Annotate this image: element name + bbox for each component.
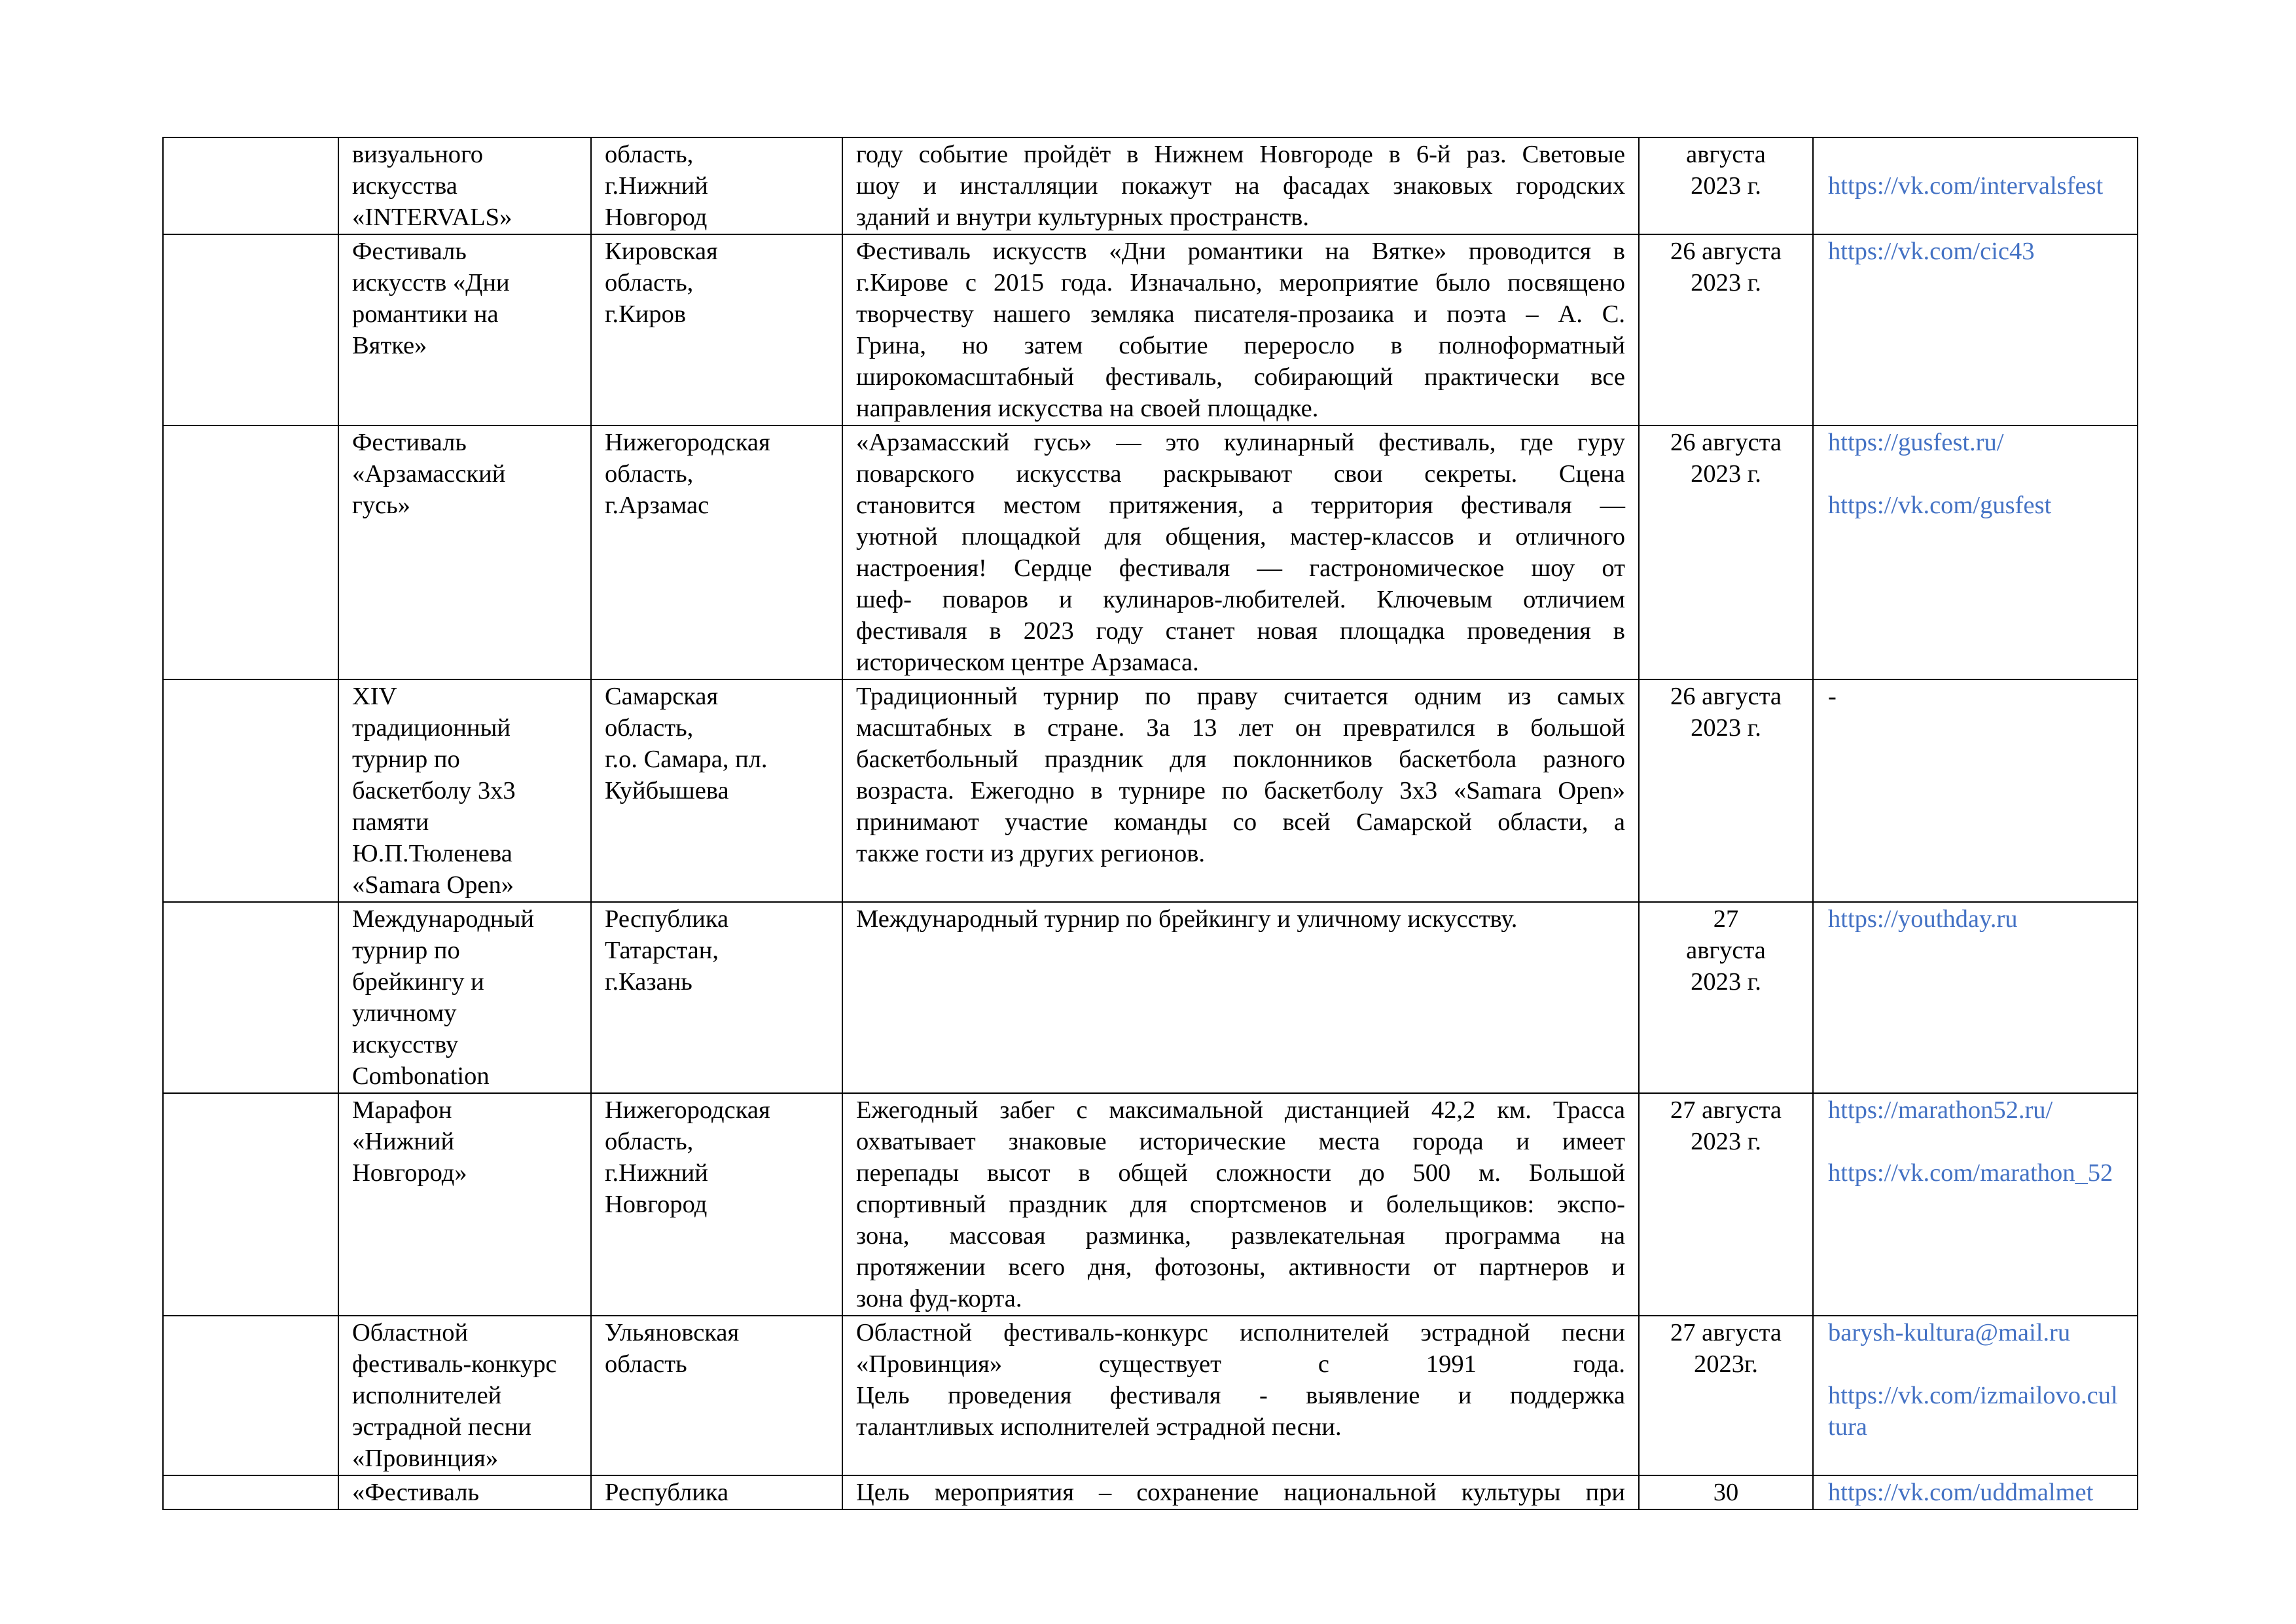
- event-region-cell-text: Нижегородская область, г.Арзамас: [605, 429, 770, 519]
- table-row: [163, 234, 2138, 425]
- event-link[interactable]: https://gusfest.ru/: [1828, 429, 2004, 456]
- event-link[interactable]: https://vk.com/izmailovo.cultura: [1828, 1382, 2118, 1441]
- description-line: широкомасштабный фестиваль, собирающий практически все: [856, 363, 1625, 391]
- event-region-cell-text: Нижегородская область, г.Нижний Новгород: [605, 1096, 770, 1218]
- event-name-cell-text: Международный турнир по брейкингу и уличному искусству Combonation: [352, 905, 534, 1090]
- event-name-cell: [338, 425, 591, 679]
- event-date-cell-text: 27 августа 2023г.: [1670, 1319, 1782, 1378]
- event-description-cell: [842, 1093, 1639, 1316]
- event-date-cell: [1639, 1316, 1813, 1475]
- event-name-cell-text: XIV традиционный турнир по баскетболу 3х3 памяти Ю.П.Тюленева «Samara Open»: [352, 683, 516, 899]
- event-link[interactable]: https://vk.com/marathon_52: [1828, 1159, 2113, 1187]
- event-date-cell-text: 27 августа 2023 г.: [1670, 1096, 1782, 1155]
- description-line: творчеству нашего земляка писателя-прозаика и поэта – А. С.: [856, 300, 1625, 328]
- event-date-cell: [1639, 234, 1813, 425]
- row-number-cell: [163, 425, 338, 679]
- event-name-cell-text: Областной фестиваль-конкурс исполнителей эстрадной песни «Провинция»: [352, 1319, 557, 1472]
- description-line: зданий и внутри культурных пространств.: [856, 204, 1309, 231]
- event-date-cell-text: 26 августа 2023 г.: [1670, 683, 1782, 742]
- event-region-cell: [591, 1475, 842, 1509]
- description-line: протяжении всего дня, фотозоны, активности от партнеров и: [856, 1254, 1625, 1281]
- event-name-cell: [338, 234, 591, 425]
- event-link[interactable]: https://vk.com/cic43: [1828, 238, 2035, 265]
- event-date-cell-text: 26 августа 2023 г.: [1670, 238, 1782, 297]
- event-description-cell: [842, 1475, 1639, 1509]
- event-region-cell-text: Самарская область, г.о. Самара, пл. Куйбышева: [605, 683, 768, 804]
- event-link[interactable]: https://vk.com/uddmalmet: [1828, 1479, 2094, 1506]
- event-description-cell: [842, 234, 1639, 425]
- event-description-cell: [842, 137, 1639, 234]
- event-links-cell: [1813, 137, 2138, 234]
- table-row: [163, 425, 2138, 679]
- event-region-cell: [591, 137, 842, 234]
- table-row: [163, 1093, 2138, 1316]
- event-description-cell: [842, 902, 1639, 1093]
- description-line: Международный турнир по брейкингу и уличному искусству.: [856, 905, 1518, 933]
- description-line: зона фуд-корта.: [856, 1285, 1022, 1312]
- event-links-cell: [1813, 1093, 2138, 1316]
- event-links-cell: [1813, 1316, 2138, 1475]
- description-line: становится местом притяжения, а территория фестиваля —: [856, 492, 1625, 519]
- event-link[interactable]: barysh-kultura@mail.ru: [1828, 1319, 2071, 1346]
- event-date-cell: [1639, 1093, 1813, 1316]
- event-date-cell-text: 30: [1713, 1479, 1739, 1506]
- table-row: [163, 1475, 2138, 1509]
- description-line: «Арзамасский гусь» — это кулинарный фестиваль, где гуру: [856, 429, 1625, 456]
- table-row: [163, 1316, 2138, 1475]
- event-link[interactable]: https://youthday.ru: [1828, 905, 2018, 933]
- event-date-cell-text: 26 августа 2023 г.: [1670, 429, 1782, 488]
- event-links-cell: [1813, 1475, 2138, 1509]
- row-number-cell: [163, 137, 338, 234]
- event-name-cell: [338, 1316, 591, 1475]
- description-line: историческом центре Арзамаса.: [856, 649, 1199, 676]
- table-row: [163, 137, 2138, 234]
- description-line: принимают участие команды со всей Самарской области, а: [856, 808, 1625, 836]
- table-row: [163, 902, 2138, 1093]
- event-region-cell: [591, 1316, 842, 1475]
- description-line: также гости из других регионов.: [856, 840, 1206, 867]
- event-region-cell-text: Республика: [605, 1479, 729, 1506]
- description-line: настроения! Сердце фестиваля — гастрономическое шоу от: [856, 554, 1625, 582]
- event-links-cell: [1813, 234, 2138, 425]
- event-date-cell-text: 27 августа 2023 г.: [1686, 905, 1766, 996]
- event-region-cell: [591, 234, 842, 425]
- description-line: талантливых исполнителей эстрадной песни.: [856, 1413, 1342, 1441]
- row-number-cell: [163, 902, 338, 1093]
- event-region-cell-text: Ульяновская область: [605, 1319, 740, 1378]
- row-number-cell: [163, 234, 338, 425]
- row-number-cell: [163, 1475, 338, 1509]
- description-line: г.Кирове с 2015 года. Изначально, мероприятие было посвящено: [856, 269, 1625, 297]
- event-name-cell: [338, 902, 591, 1093]
- event-name-cell-text: визуального искусства «INTERVALS»: [352, 141, 512, 231]
- description-line: Цель проведения фестиваля - выявление и поддержка: [856, 1382, 1625, 1409]
- description-line: масштабных в стране. За 13 лет он превратился в большой: [856, 714, 1625, 742]
- description-line: Ежегодный забег с максимальной дистанцией 42,2 км. Трасса: [856, 1096, 1625, 1124]
- description-line: Областной фестиваль-конкурс исполнителей эстрадной песни: [856, 1319, 1625, 1346]
- event-name-cell-text: Фестиваль искусств «Дни романтики на Вятке»: [352, 238, 510, 359]
- event-link[interactable]: https://vk.com/intervalsfest: [1828, 172, 2104, 200]
- description-line: Цель мероприятия – сохранение национальной культуры при: [856, 1479, 1625, 1506]
- event-date-cell-text: августа 2023 г.: [1686, 141, 1766, 200]
- event-region-cell: [591, 679, 842, 902]
- description-line: возраста. Ежегодно в турнире по баскетболу 3х3 «Samara Open»: [856, 777, 1625, 804]
- event-date-cell: [1639, 137, 1813, 234]
- event-region-cell-text: область, г.Нижний Новгород: [605, 141, 708, 231]
- event-description-cell: [842, 425, 1639, 679]
- description-line: спортивный праздник для спортсменов и болельщиков: экспо-: [856, 1191, 1625, 1218]
- description-line: «Провинция» существует с 1991 года.: [856, 1350, 1625, 1378]
- event-date-cell: [1639, 679, 1813, 902]
- event-region-cell: [591, 902, 842, 1093]
- event-region-cell-text: Кировская область, г.Киров: [605, 238, 718, 328]
- description-line: шеф- поваров и кулинаров-любителей. Ключевым отличием: [856, 586, 1625, 613]
- table-row: [163, 679, 2138, 902]
- description-line: фестиваля в 2023 году станет новая площадка проведения в: [856, 617, 1625, 645]
- event-description-cell: [842, 1316, 1639, 1475]
- event-link[interactable]: https://marathon52.ru/: [1828, 1096, 2053, 1124]
- description-line: Фестиваль искусств «Дни романтики на Вятке» проводится в: [856, 238, 1625, 265]
- event-links-cell: [1813, 425, 2138, 679]
- description-line: охватывает знаковые исторические места города и имеет: [856, 1128, 1625, 1155]
- row-number-cell: [163, 1316, 338, 1475]
- event-links-cell: [1813, 679, 2138, 902]
- event-date-cell: [1639, 1475, 1813, 1509]
- description-line: направления искусства на своей площадке.: [856, 395, 1319, 422]
- row-number-cell: [163, 1093, 338, 1316]
- event-date-cell: [1639, 902, 1813, 1093]
- event-name-cell-text: «Фестиваль: [352, 1479, 480, 1506]
- event-name-cell: [338, 1475, 591, 1509]
- description-line: году событие пройдёт в Нижнем Новгороде в 6-й раз. Световые: [856, 141, 1625, 168]
- description-line: Традиционный турнир по праву считается одним из самых: [856, 683, 1625, 710]
- description-line: поварского искусства раскрывают свои секреты. Сцена: [856, 460, 1625, 488]
- description-line: Грина, но затем событие переросло в полноформатный: [856, 332, 1625, 359]
- event-region-cell-text: Республика Татарстан, г.Казань: [605, 905, 729, 996]
- description-line: шоу и инсталляции покажут на фасадах знаковых городских: [856, 172, 1625, 200]
- description-line: зона, массовая разминка, развлекательная программа на: [856, 1222, 1625, 1250]
- description-line: баскетбольный праздник для поклонников баскетбола разного: [856, 746, 1625, 773]
- event-name-cell-text: Фестиваль «Арзамасский гусь»: [352, 429, 506, 519]
- description-line: уютной площадкой для общения, мастер-классов и отличного: [856, 523, 1625, 550]
- event-name-cell-text: Марафон «Нижний Новгород»: [352, 1096, 467, 1187]
- description-line: перепады высот в общей сложности до 500 м. Большой: [856, 1159, 1625, 1187]
- event-name-cell: [338, 679, 591, 902]
- event-links-cell: [1813, 902, 2138, 1093]
- event-name-cell: [338, 137, 591, 234]
- events-table: [162, 137, 2138, 1510]
- event-date-cell: [1639, 425, 1813, 679]
- event-name-cell: [338, 1093, 591, 1316]
- event-description-cell: [842, 679, 1639, 902]
- no-link-dash: -: [1828, 683, 1837, 710]
- event-region-cell: [591, 425, 842, 679]
- event-link[interactable]: https://vk.com/gusfest: [1828, 492, 2052, 519]
- event-region-cell: [591, 1093, 842, 1316]
- row-number-cell: [163, 679, 338, 902]
